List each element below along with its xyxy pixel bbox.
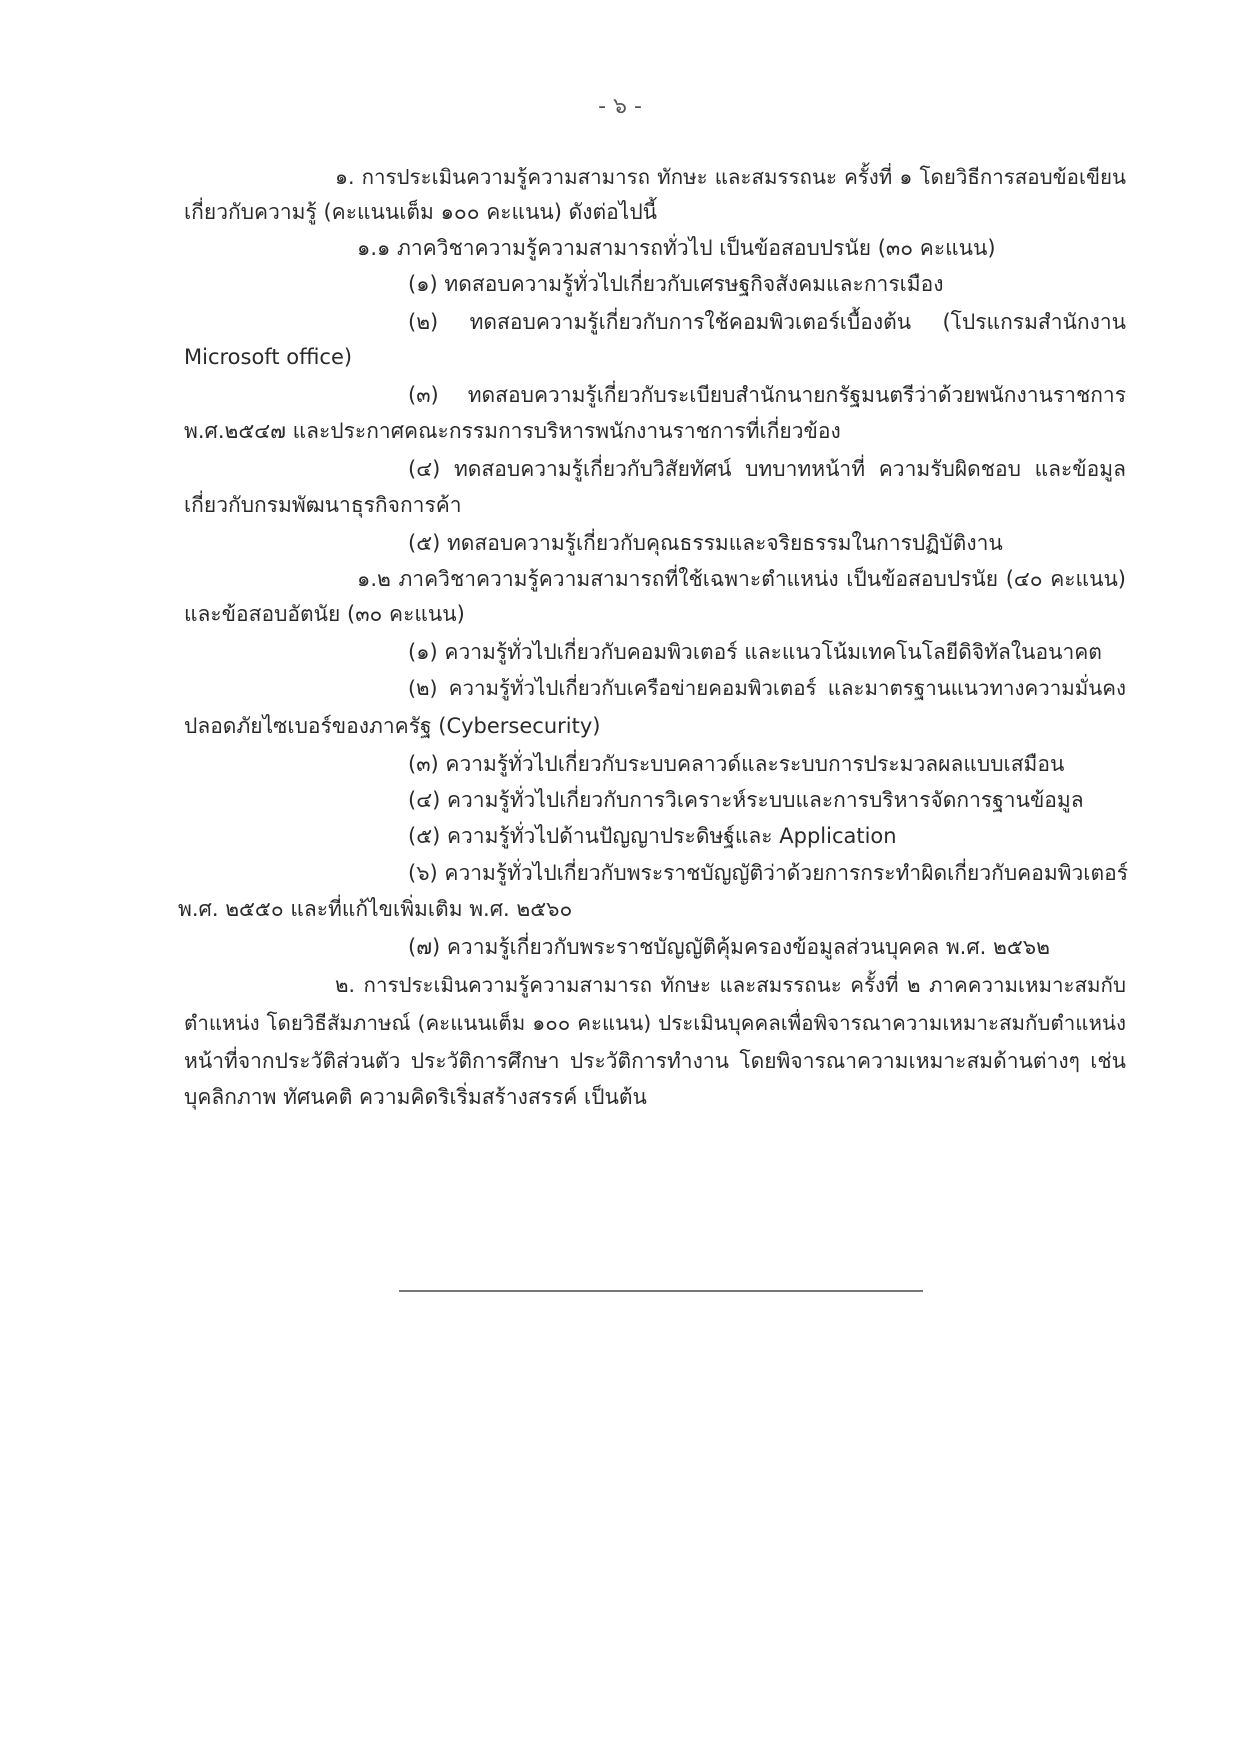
part1-2-item-2-cont: ปลอดภัยไซเบอร์ของภาครัฐ (Cybersecurity)	[184, 714, 601, 738]
section2-line-2: ตำแหน่ง โดยวิธีสัมภาษณ์ (คะแนนเต็ม ๑๐๐ คะแนน) ประเมินบุคคลเพื่อพิจารณาความเหมาะสมกับตำแหน่ง	[184, 1011, 1126, 1035]
end-divider	[399, 1290, 923, 1292]
section2-line-3: หน้าที่จากประวัติส่วนตัว ประวัติการศึกษา ประวัติการทำงาน โดยพิจารณาความเหมาะสมด้านต่างๆ เช่น	[184, 1049, 1126, 1073]
part1-1-item-3-cont: พ.ศ.๒๕๔๗ และประกาศคณะกรรมการบริหารพนักงานราชการที่เกี่ยวข้อง	[184, 419, 841, 443]
part1-2-item-4: (๔) ความรู้ทั่วไปเกี่ยวกับการวิเคราะห์ระบบและการบริหารจัดการฐานข้อมูล	[408, 788, 1084, 812]
part1-2-item-6-cont: พ.ศ. ๒๕๕๐ และที่แก้ไขเพิ่มเติม พ.ศ. ๒๕๖๐	[178, 897, 573, 921]
part1-1-item-2: (๒) ทดสอบความรู้เกี่ยวกับการใช้คอมพิวเตอร์เบื้องต้น (โปรแกรมสำนักงาน	[408, 310, 1126, 334]
part1-1-item-1: (๑) ทดสอบความรู้ทั่วไปเกี่ยวกับเศรษฐกิจสังคมและการเมือง	[408, 272, 944, 296]
part1-1-item-4: (๔) ทดสอบความรู้เกี่ยวกับวิสัยทัศน์ บทบาทหน้าที่ ความรับผิดชอบ และข้อมูล	[408, 457, 1126, 481]
part1-2-item-7: (๗) ความรู้เกี่ยวกับพระราชบัญญัติคุ้มครองข้อมูลส่วนบุคคล พ.ศ. ๒๕๖๒	[408, 935, 1050, 959]
section1-line-2: เกี่ยวกับความรู้ (คะแนนเต็ม ๑๐๐ คะแนน) ดังต่อไปนี้	[184, 200, 658, 224]
section1-line-1: ๑. การประเมินความรู้ความสามารถ ทักษะ และสมรรถนะ ครั้งที่ ๑ โดยวิธีการสอบข้อเขียน	[335, 165, 1126, 189]
part1-2-item-6: (๖) ความรู้ทั่วไปเกี่ยวกับพระราชบัญญัติว่าด้วยการกระทำผิดเกี่ยวกับคอมพิวเตอร์	[408, 861, 1129, 885]
part1-2-item-5: (๕) ความรู้ทั่วไปด้านปัญญาประดิษฐ์และ Application	[408, 824, 897, 848]
part1-1-heading: ๑.๑ ภาควิชาความรู้ความสามารถทั่วไป เป็นข้อสอบปรนัย (๓๐ คะแนน)	[357, 236, 996, 260]
part1-1-item-2-cont: Microsoft office)	[184, 345, 353, 369]
part1-1-item-4-cont: เกี่ยวกับกรมพัฒนาธุรกิจการค้า	[184, 493, 462, 517]
part1-2-heading: ๑.๒ ภาควิชาความรู้ความสามารถที่ใช้เฉพาะตำแหน่ง เป็นข้อสอบปรนัย (๔๐ คะแนน)	[357, 567, 1126, 591]
page-number: - ๖ -	[598, 94, 642, 119]
section2-line-1: ๒. การประเมินความรู้ความสามารถ ทักษะ และสมรรถนะ ครั้งที่ ๒ ภาคความเหมาะสมกับ	[335, 973, 1126, 997]
part1-2-item-2: (๒) ความรู้ทั่วไปเกี่ยวกับเครือข่ายคอมพิวเตอร์ และมาตรฐานแนวทางความมั่นคง	[408, 676, 1126, 700]
part1-1-item-5: (๕) ทดสอบความรู้เกี่ยวกับคุณธรรมและจริยธรรมในการปฏิบัติงาน	[408, 531, 1003, 555]
part1-2-heading-cont: และข้อสอบอัตนัย (๓๐ คะแนน)	[184, 602, 465, 626]
part1-1-item-3: (๓) ทดสอบความรู้เกี่ยวกับระเบียบสำนักนายกรัฐมนตรีว่าด้วยพนักงานราชการ	[408, 383, 1126, 407]
part1-2-item-3: (๓) ความรู้ทั่วไปเกี่ยวกับระบบคลาวด์และระบบการประมวลผลแบบเสมือน	[408, 752, 1065, 776]
part1-2-item-1: (๑) ความรู้ทั่วไปเกี่ยวกับคอมพิวเตอร์ และแนวโน้มเทคโนโลยีดิจิทัลในอนาคต	[408, 640, 1102, 664]
section2-line-4: บุคลิกภาพ ทัศนคติ ความคิดริเริ่มสร้างสรรค์ เป็นต้น	[184, 1085, 647, 1109]
